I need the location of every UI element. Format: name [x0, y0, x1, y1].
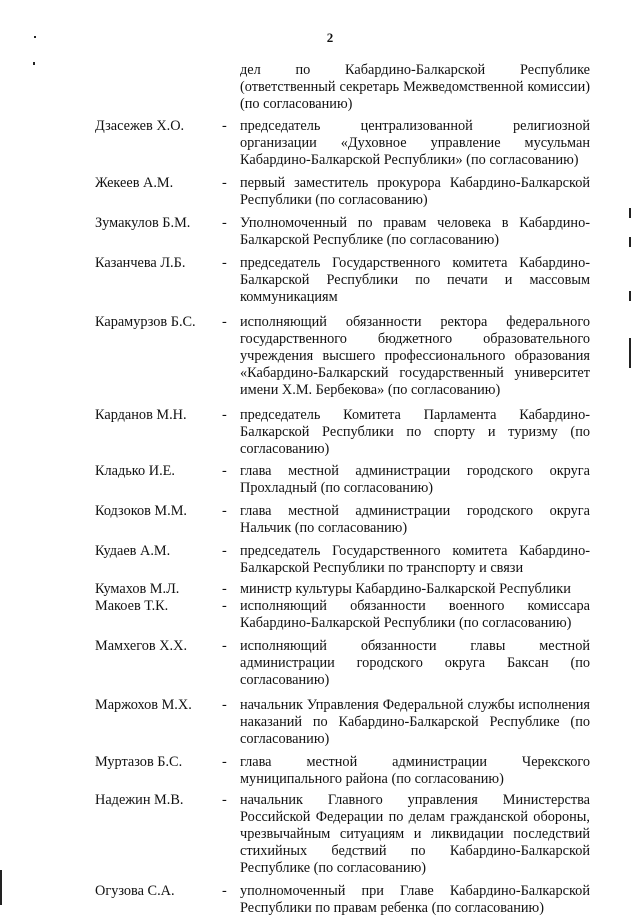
list-item	[95, 598, 590, 632]
member-position: глава местной администрации городского округа Нальчик (по согласованию)	[240, 503, 590, 536]
dash: -	[222, 118, 227, 134]
dash: -	[222, 697, 227, 713]
dash: -	[222, 638, 227, 654]
list-item	[95, 215, 590, 249]
dash: -	[222, 792, 227, 808]
dash: -	[222, 543, 227, 559]
member-name: Огузова С.А.	[95, 883, 175, 899]
member-position: исполняющий обязанности главы местной администрации городского округа Баксан (по согласованию)	[240, 638, 590, 688]
member-list	[95, 62, 590, 917]
member-position: глава местной администрации Черекского муниципального района (по согласованию)	[240, 754, 590, 787]
member-position: начальник Главного управления Министерства Российской Федерации по делам гражданской обороны, чрезвычайным ситуациям и ликвидации последствий стихийных бедствий по Кабардино-Балкарской Республике (по согласованию)	[240, 792, 590, 876]
dash: -	[222, 175, 227, 191]
member-name: Надежин М.В.	[95, 792, 184, 808]
dash: -	[222, 215, 227, 231]
member-name: Макоев Т.К.	[95, 598, 169, 614]
member-position: глава местной администрации городского округа Прохладный (по согласованию)	[240, 463, 590, 496]
dash: -	[222, 255, 227, 271]
dash: -	[222, 754, 227, 770]
list-item	[95, 503, 590, 537]
member-name: Мамхегов Х.Х.	[95, 638, 188, 654]
list-item	[95, 638, 590, 689]
list-item	[95, 543, 590, 577]
scan-mark	[34, 36, 36, 38]
list-item	[95, 118, 590, 169]
scan-mark	[629, 237, 631, 247]
member-position: первый заместитель прокурора Кабардино-Балкарской Республики (по согласованию)	[240, 175, 590, 208]
member-position: уполномоченный при Главе Кабардино-Балкарской Республики по правам ребенка (по согласованию)	[240, 883, 590, 916]
scan-mark	[629, 208, 631, 218]
member-name: Карданов М.Н.	[95, 407, 187, 423]
list-item	[95, 407, 590, 458]
member-position: дел по Кабардино-Балкарской Республике (ответственный секретарь Межведомственной комиссии) (по согласованию)	[240, 62, 590, 112]
member-position: председатель Комитета Парламента Кабардино-Балкарской Республики по спорту и туризму (по согласованию)	[240, 407, 590, 457]
member-name: Кодзоков М.М.	[95, 503, 187, 519]
dash: -	[222, 463, 227, 479]
member-name: Дзасежев Х.О.	[95, 118, 185, 134]
member-name: Жекеев А.М.	[95, 175, 174, 191]
dash: -	[222, 503, 227, 519]
scan-mark	[33, 62, 35, 65]
member-position: исполняющий обязанности ректора федерального государственного бюджетного образовательного учреждения высшего профессионального образования «Кабардино-Балкарский государственный университет имени Х.М. Бербекова» (по согласованию)	[240, 314, 590, 398]
dash: -	[222, 883, 227, 899]
list-item	[95, 792, 590, 877]
list-item	[95, 463, 590, 497]
member-position: председатель централизованной религиозной организации «Духовное управление мусульман Кабардино-Балкарской Республики» (по согласованию)	[240, 118, 590, 168]
list-item	[95, 754, 590, 788]
scan-mark	[629, 291, 631, 301]
member-name: Зумакулов Б.М.	[95, 215, 191, 231]
member-name: Кладько И.Е.	[95, 463, 175, 479]
list-item	[95, 255, 590, 306]
list-item	[95, 581, 590, 598]
dash: -	[222, 598, 227, 614]
dash: -	[222, 407, 227, 423]
member-position: председатель Государственного комитета Кабардино-Балкарской Республики по печати и массовым коммуникациям	[240, 255, 590, 305]
member-name: Кумахов М.Л.	[95, 581, 180, 597]
member-name: Карамурзов Б.С.	[95, 314, 196, 330]
member-name: Казанчева Л.Б.	[95, 255, 186, 271]
dash: -	[222, 581, 227, 597]
list-item	[95, 883, 590, 917]
member-position: начальник Управления Федеральной службы исполнения наказаний по Кабардино-Балкарской Республике (по согласованию)	[240, 697, 590, 747]
member-name: Муртазов Б.С.	[95, 754, 183, 770]
list-item	[95, 697, 590, 748]
list-item	[95, 62, 590, 113]
page-number: 2	[326, 30, 334, 45]
dash: -	[222, 314, 227, 330]
scan-mark	[0, 870, 2, 905]
member-position: исполняющий обязанности военного комиссара Кабардино-Балкарской Республики (по согласованию)	[240, 598, 590, 631]
member-position: Уполномоченный по правам человека в Кабардино-Балкарской Республике (по согласованию)	[240, 215, 590, 248]
scan-mark	[629, 338, 631, 368]
member-position: председатель Государственного комитета Кабардино-Балкарской Республики по транспорту и связи	[240, 543, 590, 576]
member-name: Маржохов М.Х.	[95, 697, 192, 713]
list-item	[95, 314, 590, 399]
member-position: министр культуры Кабардино-Балкарской Республики	[240, 581, 571, 597]
list-item	[95, 175, 590, 209]
member-name: Кудаев А.М.	[95, 543, 171, 559]
